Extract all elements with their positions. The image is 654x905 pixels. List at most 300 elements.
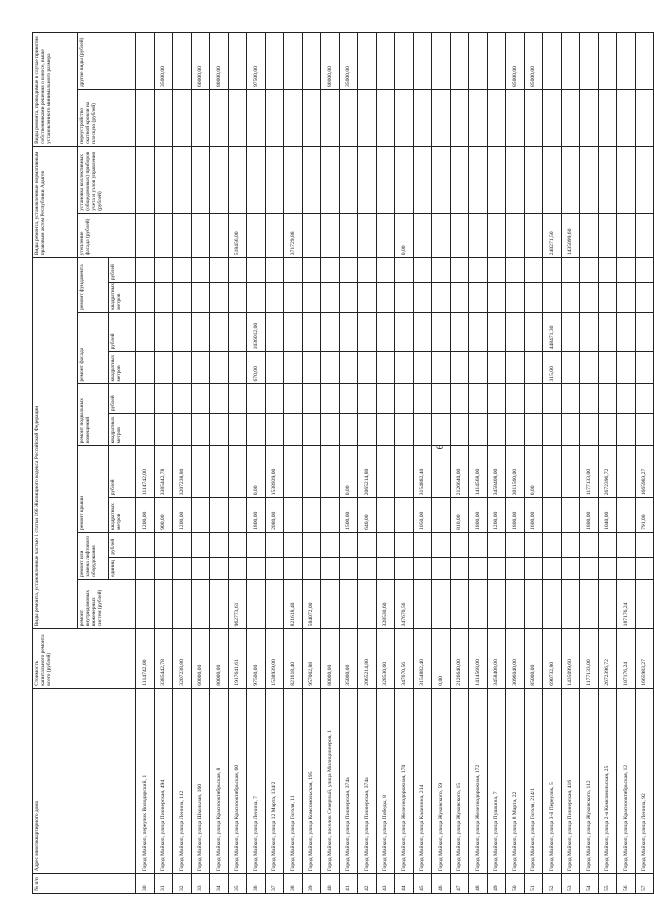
sub-sqm: квадратных метров	[109, 498, 136, 533]
row-elevator-rub	[376, 532, 395, 557]
row-roof-sqm: 1200,00	[487, 498, 506, 533]
table-body	[136, 33, 654, 894]
row-basement-rub	[432, 384, 451, 414]
row-cost: 1665983,27	[635, 629, 654, 688]
row-facade-rub	[469, 312, 488, 352]
table-row	[598, 33, 617, 894]
row-number: 39	[302, 874, 321, 894]
row-cost: 35000,00	[339, 629, 358, 688]
row-meters	[358, 146, 377, 213]
table-header	[33, 33, 136, 894]
row-elevator-units	[487, 557, 506, 579]
table-row	[561, 33, 580, 894]
row-engineering	[413, 579, 432, 628]
row-elevator-units	[469, 557, 488, 579]
row-number: 40	[321, 874, 340, 894]
row-meters	[635, 146, 654, 213]
row-number: 54	[580, 874, 599, 894]
row-facade-sqm	[635, 352, 654, 384]
col-basement: ремонт подвальных помещений	[78, 384, 109, 446]
row-foundation-rub	[321, 258, 340, 283]
row-elevator-units	[210, 557, 229, 579]
row-basement-rub	[247, 384, 266, 414]
row-roof-sqm: 1200,00	[136, 498, 155, 533]
row-roof-rub	[302, 446, 321, 498]
row-meters	[302, 146, 321, 213]
row-other: 80000,00	[210, 33, 229, 90]
row-facade-sqm	[617, 352, 636, 384]
table-row	[524, 33, 543, 894]
row-address: Город Майкоп, улица Пионерская, 416	[561, 688, 580, 874]
row-facade-sqm	[358, 352, 377, 384]
row-warming	[358, 213, 377, 258]
row-basement-sqm	[432, 414, 451, 446]
row-roof-sqm: 1040,00	[598, 498, 617, 533]
row-replace	[432, 90, 451, 147]
row-engineering	[543, 579, 562, 628]
col-address: Адрес многоквартирного дома	[33, 688, 136, 874]
row-elevator-rub	[284, 532, 303, 557]
row-other	[635, 33, 654, 90]
row-facade-sqm	[487, 352, 506, 384]
row-replace	[524, 90, 543, 147]
row-number: 37	[265, 874, 284, 894]
table-row	[487, 33, 506, 894]
row-engineering	[154, 579, 173, 628]
row-engineering	[339, 579, 358, 628]
row-facade-sqm	[284, 352, 303, 384]
row-meters	[191, 146, 210, 213]
row-replace	[265, 90, 284, 147]
row-address: Город Майкоп, улица Пионерская, 494	[154, 688, 173, 874]
row-basement-sqm	[228, 414, 247, 446]
row-cost: 347670,56	[395, 629, 414, 688]
row-basement-sqm	[154, 414, 173, 446]
row-replace	[469, 90, 488, 147]
row-basement-rub	[302, 384, 321, 414]
row-basement-rub	[136, 384, 155, 414]
row-engineering: 347670,56	[395, 579, 414, 628]
row-basement-sqm	[247, 414, 266, 446]
row-number: 36	[247, 874, 266, 894]
row-meters	[432, 146, 451, 213]
row-replace	[173, 90, 192, 147]
row-other	[136, 33, 155, 90]
row-address: Город Майкоп, улица Краснооктябрьская, 12	[617, 688, 636, 874]
row-basement-rub	[210, 384, 229, 414]
row-other	[450, 33, 469, 90]
row-foundation-sqm	[635, 283, 654, 313]
row-facade-sqm	[561, 352, 580, 384]
row-engineering: 187176,24	[617, 579, 636, 628]
row-basement-rub	[580, 384, 599, 414]
row-roof-sqm	[561, 498, 580, 533]
table-row	[450, 33, 469, 894]
row-roof-sqm: 2080,00	[265, 498, 284, 533]
row-facade-rub	[173, 312, 192, 352]
row-elevator-rub	[450, 532, 469, 557]
row-facade-sqm	[506, 352, 525, 384]
row-elevator-units	[413, 557, 432, 579]
row-facade-rub	[302, 312, 321, 352]
row-other	[358, 33, 377, 90]
row-cost: 3154882,40	[413, 629, 432, 688]
row-facade-sqm	[228, 352, 247, 384]
row-basement-sqm	[173, 414, 192, 446]
row-roof-rub	[191, 446, 210, 498]
row-replace	[247, 90, 266, 147]
row-meters	[450, 146, 469, 213]
row-other	[543, 33, 562, 90]
row-engineering	[321, 579, 340, 628]
row-basement-rub	[524, 384, 543, 414]
row-replace	[395, 90, 414, 147]
row-foundation-sqm	[506, 283, 525, 313]
row-elevator-rub	[247, 532, 266, 557]
row-meters	[395, 146, 414, 213]
col-no: № п/п	[33, 874, 136, 894]
row-elevator-units	[580, 557, 599, 579]
row-engineering	[469, 579, 488, 628]
row-facade-rub	[154, 312, 173, 352]
row-replace	[487, 90, 506, 147]
row-foundation-sqm	[265, 283, 284, 313]
row-engineering	[173, 579, 192, 628]
row-facade-rub	[617, 312, 636, 352]
row-roof-sqm: 1800,00	[506, 498, 525, 533]
row-foundation-sqm	[561, 283, 580, 313]
row-cost: 1538939,00	[265, 629, 284, 688]
row-basement-rub	[265, 384, 284, 414]
row-basement-rub	[635, 384, 654, 414]
row-address: Город Майкоп, улица Ленина, 92	[635, 688, 654, 874]
table-row	[210, 33, 229, 894]
row-elevator-units	[450, 557, 469, 579]
row-facade-sqm	[469, 352, 488, 384]
row-meters	[173, 146, 192, 213]
row-foundation-rub	[469, 258, 488, 283]
row-foundation-rub	[561, 258, 580, 283]
row-warming	[450, 213, 469, 258]
row-other: 60000,00	[191, 33, 210, 90]
row-warming: 1435099,60	[561, 213, 580, 258]
row-number: 35	[228, 874, 247, 894]
row-roof-sqm: 640,00	[358, 498, 377, 533]
row-warming	[487, 213, 506, 258]
row-basement-rub	[543, 384, 562, 414]
row-replace	[580, 90, 599, 147]
row-warming: 371729,88	[284, 213, 303, 258]
table-row	[136, 33, 155, 894]
row-roof-rub	[617, 446, 636, 498]
row-cost: 80000,00	[321, 629, 340, 688]
table-row	[469, 33, 488, 894]
col-warming: утепление фасада (рублей)	[78, 213, 136, 258]
row-meters	[580, 146, 599, 213]
row-facade-rub	[413, 312, 432, 352]
row-foundation-sqm	[247, 283, 266, 313]
row-meters	[321, 146, 340, 213]
row-engineering	[598, 579, 617, 628]
row-meters	[506, 146, 525, 213]
row-foundation-rub	[358, 258, 377, 283]
row-elevator-units	[265, 557, 284, 579]
row-other	[284, 33, 303, 90]
row-warming	[302, 213, 321, 258]
row-engineering	[506, 579, 525, 628]
row-replace	[561, 90, 580, 147]
col-replace: переустройство скатной кровли на плоскую (рублей)	[78, 90, 136, 147]
row-number: 42	[358, 874, 377, 894]
row-basement-sqm	[136, 414, 155, 446]
row-elevator-units	[617, 557, 636, 579]
row-cost: 1414568,00	[469, 629, 488, 688]
row-foundation-sqm	[321, 283, 340, 313]
row-facade-sqm	[598, 352, 617, 384]
row-meters	[543, 146, 562, 213]
row-warming: 240271,50	[543, 213, 562, 258]
row-facade-sqm	[450, 352, 469, 384]
row-meters	[617, 146, 636, 213]
row-warming	[413, 213, 432, 258]
row-roof-sqm: 1050,00	[413, 498, 432, 533]
row-replace	[191, 90, 210, 147]
row-other	[376, 33, 395, 90]
row-warming: 518456,00	[228, 213, 247, 258]
row-elevator-units	[136, 557, 155, 579]
row-basement-sqm	[210, 414, 229, 446]
row-elevator-rub	[561, 532, 580, 557]
row-elevator-rub	[321, 532, 340, 557]
row-foundation-rub	[191, 258, 210, 283]
row-number: 32	[173, 874, 192, 894]
row-facade-rub	[358, 312, 377, 352]
col-foundation: ремонт фундамента	[78, 258, 109, 313]
row-engineering	[136, 579, 155, 628]
sub-rub: рублей	[109, 258, 136, 283]
row-foundation-sqm	[302, 283, 321, 313]
row-elevator-units	[154, 557, 173, 579]
row-foundation-rub	[543, 258, 562, 283]
row-engineering	[450, 579, 469, 628]
row-address: Город Майкоп, улица Пионерская, 374а	[339, 688, 358, 874]
row-engineering	[432, 579, 451, 628]
row-meters	[469, 146, 488, 213]
row-foundation-sqm	[617, 283, 636, 313]
row-address: Город Майкоп, улица Краснооктябрьская, 8	[210, 688, 229, 874]
row-roof-rub: 1538939,00	[265, 446, 284, 498]
row-roof-sqm	[284, 498, 303, 533]
table-row	[191, 33, 210, 894]
row-basement-rub	[598, 384, 617, 414]
row-foundation-rub	[635, 258, 654, 283]
row-roof-rub: 1414568,00	[469, 446, 488, 498]
row-roof-sqm	[543, 498, 562, 533]
col-engineering: ремонт внутридомовых инженерных систем (рублей)	[78, 579, 136, 628]
sub-sqm: квадратных метров	[109, 283, 136, 313]
row-address: Город Майкоп, улица 12 Марта, 134/2	[265, 688, 284, 874]
row-roof-rub: 3011560,00	[506, 446, 525, 498]
row-cost: 328530,60	[376, 629, 395, 688]
row-elevator-rub	[506, 532, 525, 557]
row-foundation-sqm	[284, 283, 303, 313]
row-roof-sqm	[321, 498, 340, 533]
row-elevator-rub	[136, 532, 155, 557]
row-number: 30	[136, 874, 155, 894]
row-foundation-sqm	[358, 283, 377, 313]
row-elevator-rub	[580, 532, 599, 557]
row-facade-rub	[487, 312, 506, 352]
row-facade-sqm	[154, 352, 173, 384]
row-warming	[265, 213, 284, 258]
row-elevator-units	[173, 557, 192, 579]
row-address: Город Майкоп, улица Пушкина, 7	[487, 688, 506, 874]
row-number: 34	[210, 874, 229, 894]
row-elevator-rub	[524, 532, 543, 557]
row-address: Город Майкоп, улица Победы, 8	[376, 688, 395, 874]
sub-rub: рублей	[109, 384, 136, 414]
row-foundation-rub	[284, 258, 303, 283]
row-foundation-sqm	[543, 283, 562, 313]
row-foundation-rub	[154, 258, 173, 283]
row-roof-rub: 1114742,00	[136, 446, 155, 498]
row-foundation-sqm	[450, 283, 469, 313]
row-other: 85000,00	[524, 33, 543, 90]
row-cost: 187176,24	[617, 629, 636, 688]
row-other: 85000,00	[506, 33, 525, 90]
row-roof-rub: 2126640,00	[450, 446, 469, 498]
row-foundation-rub	[506, 258, 525, 283]
row-elevator-rub	[265, 532, 284, 557]
row-roof-rub: 0,00	[339, 446, 358, 498]
row-roof-rub	[321, 446, 340, 498]
row-meters	[247, 146, 266, 213]
row-basement-sqm	[598, 414, 617, 446]
row-number: 41	[339, 874, 358, 894]
row-cost: 2672396,72	[598, 629, 617, 688]
row-address: Город Майкоп, улица 3-й Переулок, 5	[543, 688, 562, 874]
row-number: 52	[543, 874, 562, 894]
row-facade-rub	[339, 312, 358, 352]
row-warming	[524, 213, 543, 258]
row-cost: 0,00	[432, 629, 451, 688]
row-replace	[284, 90, 303, 147]
row-replace	[617, 90, 636, 147]
row-replace	[358, 90, 377, 147]
col-elevator: ремонт или замена лифтового оборудования	[78, 532, 109, 579]
row-elevator-rub	[413, 532, 432, 557]
row-address: Город Майкоп, улица Железнодорожная, 172	[469, 688, 488, 874]
row-basement-sqm	[506, 414, 525, 446]
table-row	[265, 33, 284, 894]
row-facade-rub	[450, 312, 469, 352]
row-other	[228, 33, 247, 90]
row-basement-rub	[284, 384, 303, 414]
row-warming	[506, 213, 525, 258]
row-basement-sqm	[413, 414, 432, 446]
row-facade-rub	[191, 312, 210, 352]
row-elevator-rub	[154, 532, 173, 557]
row-basement-rub	[413, 384, 432, 414]
row-foundation-sqm	[191, 283, 210, 313]
row-basement-rub	[228, 384, 247, 414]
sub-sqm: квадратных метров	[109, 352, 136, 384]
row-other: 35000,00	[154, 33, 173, 90]
row-roof-rub: 3385442,78	[154, 446, 173, 498]
row-basement-rub	[173, 384, 192, 414]
row-facade-sqm	[321, 352, 340, 384]
row-roof-rub	[543, 446, 562, 498]
row-basement-sqm	[561, 414, 580, 446]
row-replace	[302, 90, 321, 147]
row-facade-sqm	[136, 352, 155, 384]
row-roof-rub	[228, 446, 247, 498]
row-basement-rub	[506, 384, 525, 414]
row-facade-sqm: 315,00	[543, 352, 562, 384]
row-engineering	[580, 579, 599, 628]
row-roof-sqm: 1500,00	[339, 498, 358, 533]
row-facade-sqm	[339, 352, 358, 384]
row-roof-sqm	[228, 498, 247, 533]
row-cost: 1177133,00	[580, 629, 599, 688]
col-cost: Стоимость капитального ремонта всего (рублей)	[33, 629, 136, 688]
row-cost: 97500,00	[247, 629, 266, 688]
row-meters	[524, 146, 543, 213]
row-warming	[247, 213, 266, 258]
row-foundation-sqm	[395, 283, 414, 313]
row-engineering	[265, 579, 284, 628]
row-replace	[635, 90, 654, 147]
row-facade-sqm	[265, 352, 284, 384]
row-elevator-units	[339, 557, 358, 579]
row-roof-rub: 3154882,40	[413, 446, 432, 498]
row-elevator-rub	[617, 532, 636, 557]
row-replace	[321, 90, 340, 147]
row-basement-sqm	[321, 414, 340, 446]
row-facade-sqm	[395, 352, 414, 384]
row-facade-sqm	[210, 352, 229, 384]
row-elevator-rub	[228, 532, 247, 557]
row-basement-sqm	[339, 414, 358, 446]
row-meters	[487, 146, 506, 213]
row-roof-rub: 0,00	[247, 446, 266, 498]
row-replace	[210, 90, 229, 147]
row-roof-rub	[561, 446, 580, 498]
row-facade-rub	[506, 312, 525, 352]
row-address: Город Майкоп, улица Школьная, 160	[191, 688, 210, 874]
row-foundation-sqm	[154, 283, 173, 313]
row-foundation-rub	[598, 258, 617, 283]
row-address: Город Майкоп, улица Калинина, 214	[413, 688, 432, 874]
row-basement-rub	[376, 384, 395, 414]
row-address: Город Майкоп, улица Гоголя, 11	[284, 688, 303, 874]
table-row	[321, 33, 340, 894]
row-facade-sqm	[580, 352, 599, 384]
row-cost: 1435099,60	[561, 629, 580, 688]
row-meters	[598, 146, 617, 213]
row-replace	[413, 90, 432, 147]
row-other	[598, 33, 617, 90]
row-engineering	[487, 579, 506, 628]
row-foundation-rub	[580, 258, 599, 283]
row-number: 48	[469, 874, 488, 894]
row-foundation-sqm	[598, 283, 617, 313]
row-replace	[506, 90, 525, 147]
col-other: другие виды (рублей)	[78, 33, 136, 90]
row-address: Город Майкоп, улица Жуковского, 112	[580, 688, 599, 874]
row-foundation-rub	[487, 258, 506, 283]
row-roof-rub	[284, 446, 303, 498]
